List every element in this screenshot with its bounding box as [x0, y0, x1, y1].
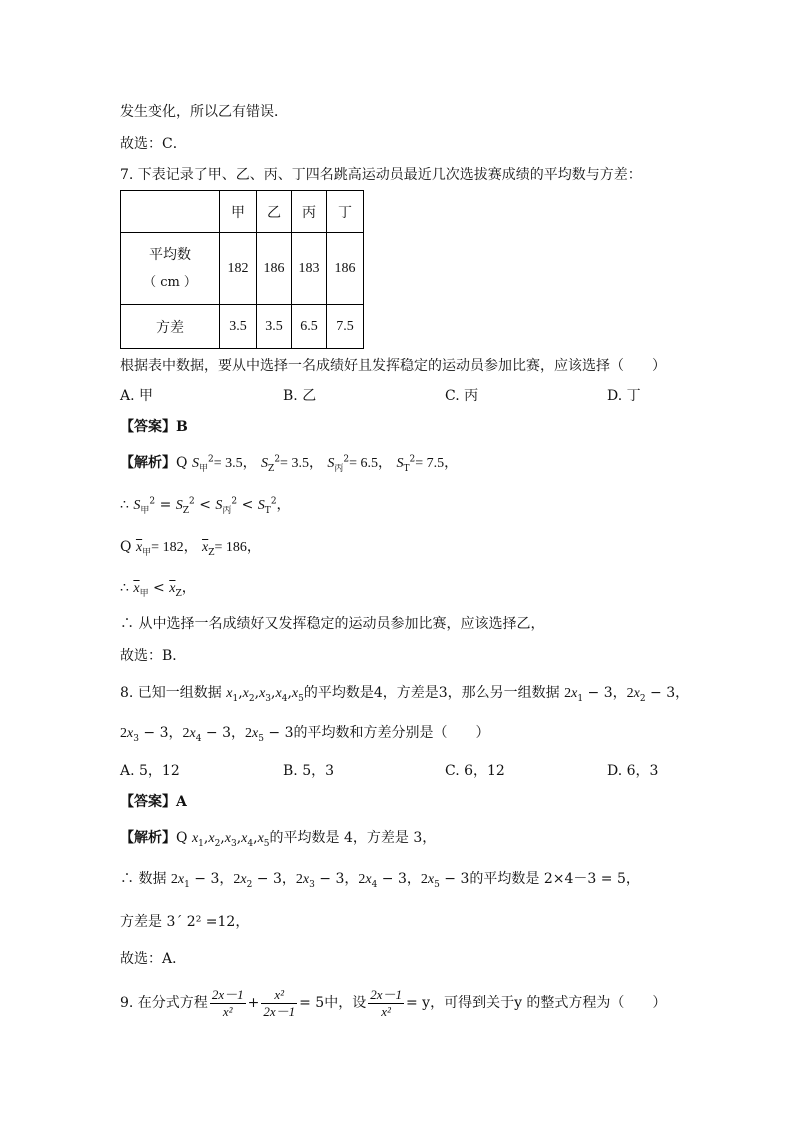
row-label-mean-b: （ cm ） — [143, 274, 197, 290]
frac2-den: 2x－1 — [263, 1003, 296, 1019]
therefore-symbol: ∴ — [120, 497, 129, 513]
q9-stem: 9. 在分式方程 $\frac{2x-1}{\text{x²}}$ + $\frac{\text{x²}}{2x-1}$ = 5中，设 $\frac{2x-1}{\text{x²}}$ = y，可得到关于y 的整式方程为（ ） — [120, 986, 667, 1019]
header-ding: 丁 — [327, 191, 364, 233]
q7-question: 根据表中数据，要从中选择一名成绩好且发挥稳定的运动员参加比赛，应该选择（ ） — [120, 358, 666, 374]
because-symbol-2: Q — [120, 539, 132, 555]
prev-choose-line: 故选：C． — [120, 136, 187, 152]
analysis-label: 【解析】 — [120, 455, 176, 471]
q7-analysis-line2: ∴ $S_甲^2 = S_Z^2 < S_丙^2 < S_T^2$， — [120, 496, 291, 516]
prev-explanation-line: 发生变化，所以乙有错误． — [120, 104, 288, 120]
q8-stem-b: 的平均数是4，方差是3，那么另一组数据 — [303, 685, 560, 701]
var-bing-eq: = 6.5， — [349, 456, 393, 471]
q7-choose: 故选：B． — [120, 648, 187, 664]
q7-option-c: C. 丙 — [445, 388, 479, 404]
var-jia: 3.5 — [220, 305, 257, 349]
q8-analysis-a2-pre: ∴ 数据 — [120, 871, 167, 887]
sub-bing: 丙 — [334, 463, 344, 474]
q8-analysis-line1: 【解析】Q $x_1,x_2,x_3,x_4,x_5$的平均数是 4，方差是 3， — [120, 830, 437, 849]
q9-stem-b: = 5中，设 — [299, 995, 367, 1011]
row-label-mean-a: 平均数 — [149, 246, 191, 263]
q7-stem: 7. 下表记录了甲、乙、丙、丁四名跳高运动员最近几次选拔赛成绩的平均数与方差： — [120, 167, 642, 183]
row-label-mean — [121, 233, 220, 305]
q9-fraction-3 — [368, 987, 404, 1020]
mean-jia: 182 — [220, 233, 257, 305]
q7-option-a: A. 甲 — [120, 388, 154, 404]
mean-ding: 186 — [327, 233, 364, 305]
sub-yi: Z — [268, 463, 275, 474]
q8-stem-a: 8. 已知一组数据 — [120, 685, 222, 701]
therefore-symbol-2: ∴ — [120, 580, 129, 596]
mean-bing: 183 — [292, 233, 327, 305]
sub-ding: T — [403, 463, 410, 474]
var-yi: 3.5 — [257, 305, 292, 349]
q7-analysis-line3: Q $\overline{x}_甲= 182$， $\overline{x}_Z= 186$， — [120, 539, 261, 558]
mean-yi-eq: = 186， — [214, 540, 261, 555]
q8-option-b: B. 5，3 — [283, 763, 335, 779]
header-jia: 甲 — [220, 191, 257, 233]
q9-stem-c: = y，可得到关于y 的整式方程为（ ） — [405, 995, 667, 1011]
q8-analysis-a2-post: 的平均数是 2×4－3 = 5， — [469, 871, 640, 887]
frac1-num: 2x－1 — [211, 986, 244, 1002]
q7-analysis-line1: 【解析】Q $S_甲^2= 3.5$， $S_Z^2= 3.5$， $S_丙^2= 6.5$， $S_T^2= 7.5$， — [120, 454, 459, 474]
frac1-den: x² — [222, 1003, 233, 1019]
q8-stem-line1: 8. 已知一组数据 $x_1,x_2,x_3,x_4,x_5$的平均数是4，方差是3，那么另一组数据 $2x_1 - 3$，$2x_2 - 3$， — [120, 685, 690, 704]
var-ding-eq: = 7.5， — [415, 456, 459, 471]
q7-conclusion: ∴ 从中选择一名成绩好又发挥稳定的运动员参加比赛，应该选择乙， — [120, 616, 545, 632]
q9-stem-a: 9. 在分式方程 — [120, 995, 208, 1011]
q7-analysis-line4: ∴ $\overline{x}_甲 < \overline{x}_Z$， — [120, 580, 196, 599]
mean-yi: 186 — [257, 233, 292, 305]
q8-analysis-a1: 的平均数是 4，方差是 3， — [269, 830, 437, 846]
var-bing: 6.5 — [292, 305, 327, 349]
q9-fraction-2 — [261, 987, 297, 1020]
q8-option-c: C. 6，12 — [445, 763, 505, 779]
q7-option-d: D. 丁 — [607, 388, 641, 404]
q8-analysis-label: 【解析】 — [120, 830, 176, 846]
q8-option-d: D. 6，3 — [607, 763, 659, 779]
q9-fraction-1 — [210, 987, 246, 1020]
q7-option-b: B. 乙 — [283, 388, 317, 404]
frac2-num: x² — [261, 987, 297, 1004]
q7-score-table — [120, 190, 364, 349]
row-label-variance: 方差 — [121, 305, 220, 349]
mean-jia-eq: = 182， — [151, 540, 198, 555]
q8-choose: 故选：A． — [120, 951, 187, 967]
q8-stem-c: 的平均数和方差分别是（ ） — [293, 725, 490, 741]
q8-option-a: A. 5，12 — [120, 763, 180, 779]
frac3-num: 2x－1 — [370, 986, 402, 1002]
frac3-den: x² — [381, 1003, 391, 1019]
q7-answer: 【答案】B — [120, 419, 188, 435]
q8-analysis-line3: 方差是 3´ 2² =12， — [120, 914, 250, 930]
table-corner-cell — [121, 191, 220, 233]
header-yi: 乙 — [257, 191, 292, 233]
q8-stem-line2: $2x_3 - 3$，$2x_4 - 3$，$2x_5 - 3$的平均数和方差分别是（ ） — [120, 725, 490, 744]
var-yi-eq: = 3.5， — [280, 456, 323, 471]
sub-jia: 甲 — [198, 463, 208, 474]
var-ding: 7.5 — [327, 305, 364, 349]
q8-because-symbol: Q — [176, 830, 188, 846]
var-jia-eq: = 3.5， — [213, 456, 257, 471]
because-symbol: Q — [176, 455, 188, 471]
q8-analysis-line2: ∴ 数据 $2x_1 - 3$，$2x_2 - 3$，$2x_3 - 3$，$2x_4 - 3$，$2x_5 - 3$的平均数是 2×4－3 = 5， — [120, 871, 640, 890]
header-bing: 丙 — [292, 191, 327, 233]
q8-answer: 【答案】A — [120, 794, 187, 810]
